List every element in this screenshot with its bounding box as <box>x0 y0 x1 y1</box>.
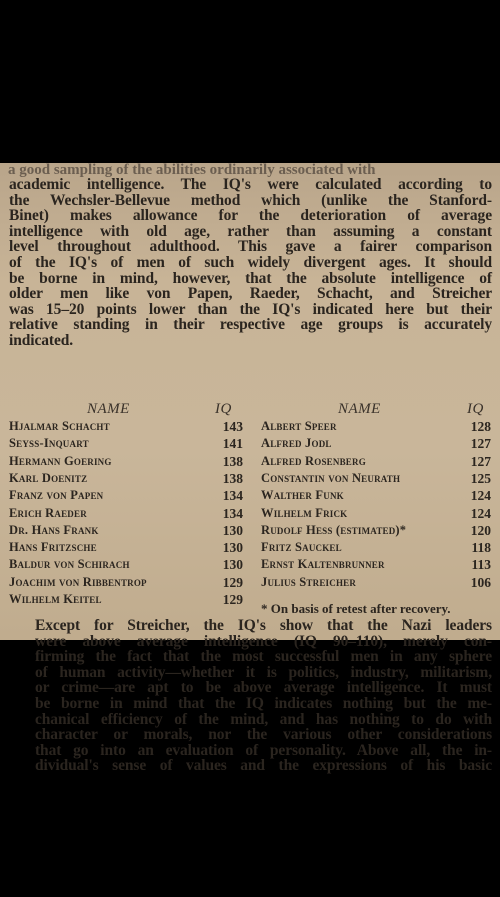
table-iq-cell: 138 <box>222 470 243 486</box>
table-name-cell: Hermann Goering <box>9 453 112 468</box>
table-name-cell: Alfred Jodl <box>261 436 332 451</box>
table-name-cell: Fritz Sauckel <box>261 540 342 555</box>
table-iq-cell: 134 <box>222 505 243 521</box>
table-iq-cell: 118 <box>471 540 491 556</box>
table-name-cell: Rudolf Hess (estimated)* <box>261 522 407 537</box>
text-line: of the IQ's of men of such widely divergent ages. It should <box>9 253 492 271</box>
text-line: that go into an evaluation of personality. Above all, the in- <box>35 741 492 759</box>
text-line: academic intelligence. The IQ's were calculated according to <box>9 176 492 193</box>
text-line: or crime—are apt to be above average intelligence. It must <box>35 679 492 697</box>
table-iq-cell: 130 <box>222 540 243 556</box>
table-name-cell: Seyss-Inquart <box>9 436 89 451</box>
table-iq-cell: 124 <box>470 505 491 521</box>
text-line: older men like von Papen, Raeder, Schacht, and Streicher <box>9 285 492 303</box>
iq-table <box>9 401 492 616</box>
table-name-cell: Karl Doenitz <box>9 470 88 485</box>
table-iq-cell: 143 <box>222 419 243 434</box>
table-iq-cell: 129 <box>222 592 243 607</box>
text-line: Except for Streicher, the IQ's show that the Nazi leaders <box>35 617 492 634</box>
text-line: intelligence with old age, rather than assuming a constant <box>9 222 492 240</box>
text-line: chanical efficiency of the mind, and has nothing to do with <box>35 710 492 728</box>
text-line: Binet) makes allowance for the deterioration of average <box>9 207 492 225</box>
text-line: was 15–20 points lower than the IQ's indicated here but their <box>9 300 492 318</box>
table-name-cell: Ernst Kaltenbrunner <box>261 557 385 572</box>
table-iq-cell: 130 <box>222 557 243 573</box>
table-iq-cell: 127 <box>470 436 491 452</box>
table-iq-cell: 141 <box>222 436 243 452</box>
text-line: were above average intelligence (IQ 90–110), merely con- <box>35 632 492 650</box>
table-name-cell: Hjalmar Schacht <box>9 419 110 433</box>
table-header-name-right: NAME <box>338 401 381 417</box>
table-iq-cell: 127 <box>470 453 491 469</box>
table-name-cell: Constantin von Neurath <box>261 470 401 485</box>
table-iq-cell: 113 <box>471 557 491 573</box>
table-name-cell: Franz von Papen <box>9 488 104 503</box>
table-iq-cell: 106 <box>470 574 491 590</box>
table-iq-cell: 134 <box>222 488 243 504</box>
table-name-cell: Wilhelm Frick <box>261 505 348 520</box>
table-name-cell: Hans Fritzsche <box>9 540 97 555</box>
table-iq-cell: 128 <box>470 419 491 434</box>
table-iq-cell: 124 <box>470 488 491 504</box>
table-name-cell: Alfred Rosenberg <box>261 453 366 468</box>
table-header-name-left: NAME <box>87 401 130 417</box>
table-iq-cell: 138 <box>222 453 243 469</box>
table-iq-cell: 129 <box>222 574 243 590</box>
table-name-cell: Joachim von Ribbentrop <box>9 574 147 589</box>
outro-paragraph <box>9 618 492 774</box>
book-page <box>0 162 500 775</box>
table-iq-cell: 125 <box>470 470 491 486</box>
text-line: indicated. <box>9 331 74 349</box>
text-line: firming the fact that the most successful men in any sphere <box>35 648 492 666</box>
text-line: character or morals, nor the various other considerations <box>35 726 492 744</box>
text-line: of human activity—whether it is politics, industry, militarism, <box>35 663 492 681</box>
intro-paragraph <box>9 177 492 349</box>
table-name-cell: Erich Raeder <box>9 505 87 520</box>
text-line: be borne in mind that the IQ indicates nothing but the me- <box>35 694 492 712</box>
text-line: level throughout adulthood. This gave a fairer comparison <box>9 238 492 256</box>
table-iq-cell: 120 <box>470 522 491 538</box>
text-line: dividual's sense of values and the expressions of his basic <box>35 757 492 775</box>
table-name-cell: Julius Streicher <box>261 574 357 589</box>
table-header-iq-right: IQ <box>467 401 484 417</box>
table-name-cell: Wilhelm Keitel <box>9 592 102 606</box>
table-footnote: * On basis of retest after recovery. <box>261 601 451 616</box>
text-line: relative standing in their respective age groups is accurately <box>9 316 492 334</box>
table-name-cell: Baldur von Schirach <box>9 557 130 572</box>
text-line: the Wechsler-Bellevue method which (unlike the Stanford- <box>9 191 492 209</box>
table-name-cell: Albert Speer <box>261 419 337 433</box>
cut-off-text-line: a good sampling of the abilities ordinarily associated with <box>8 162 376 178</box>
text-line: be borne in mind, however, that the absolute intelligence of <box>9 269 492 287</box>
table-header-iq-left: IQ <box>215 401 232 417</box>
table-name-cell: Dr. Hans Frank <box>9 522 99 537</box>
table-iq-cell: 130 <box>222 522 243 538</box>
table-name-cell: Walther Funk <box>261 488 344 503</box>
